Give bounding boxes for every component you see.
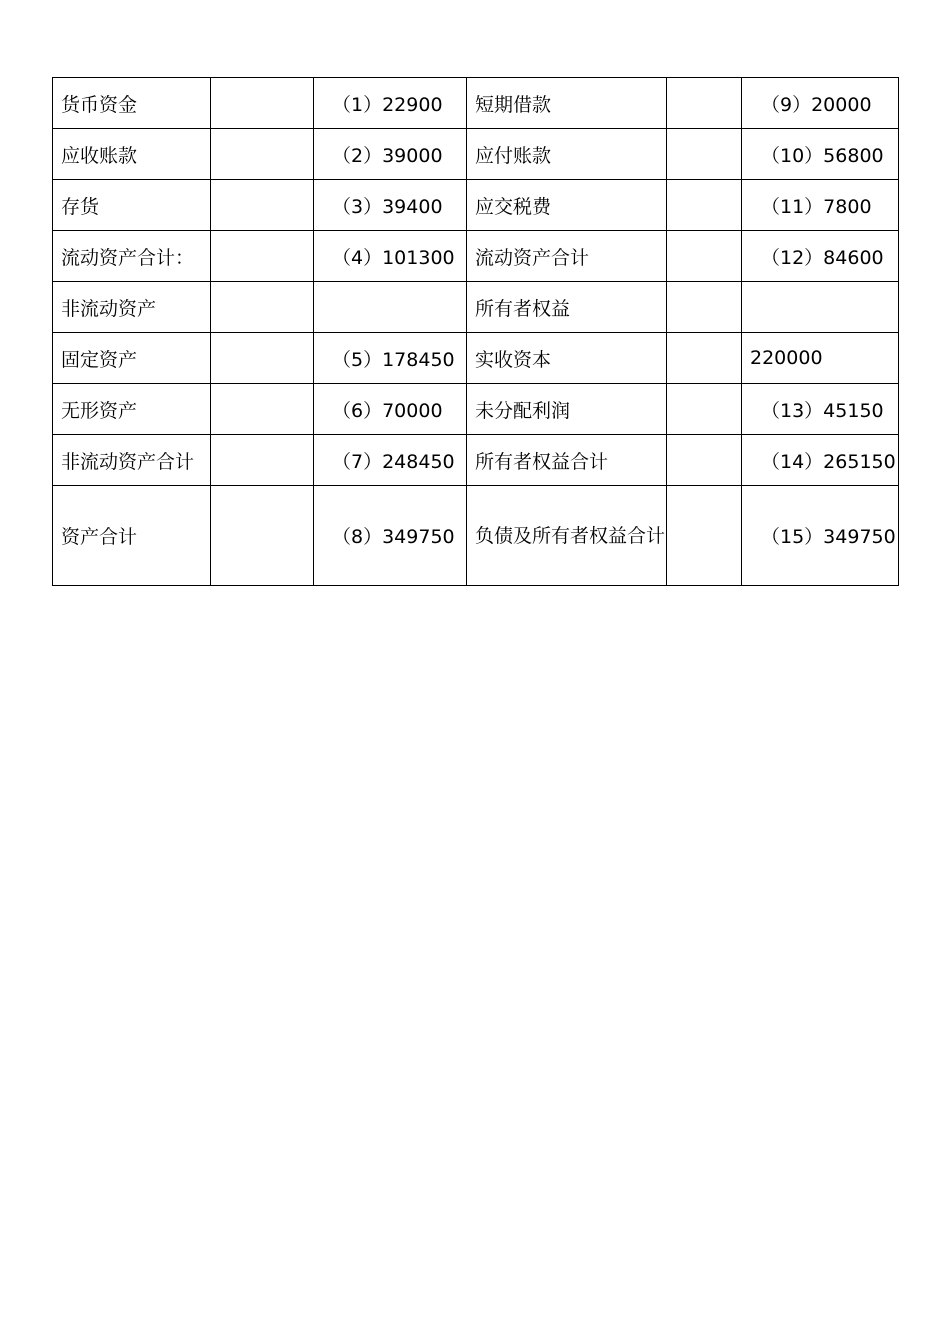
liability-empty-cell bbox=[667, 486, 742, 586]
liability-empty-cell bbox=[667, 180, 742, 231]
liability-label: 流动资产合计 bbox=[467, 231, 667, 282]
liability-value bbox=[742, 282, 899, 333]
asset-label: 固定资产 bbox=[53, 333, 211, 384]
liability-empty-cell bbox=[667, 435, 742, 486]
asset-empty-cell bbox=[211, 333, 314, 384]
liability-label: 未分配利润 bbox=[467, 384, 667, 435]
table-row bbox=[53, 435, 899, 486]
liability-label: 应交税费 bbox=[467, 180, 667, 231]
asset-empty-cell bbox=[211, 129, 314, 180]
table-row bbox=[53, 231, 899, 282]
asset-empty-cell bbox=[211, 282, 314, 333]
asset-label: 存货 bbox=[53, 180, 211, 231]
liability-empty-cell bbox=[667, 282, 742, 333]
asset-value bbox=[314, 282, 467, 333]
asset-empty-cell bbox=[211, 78, 314, 129]
liability-empty-cell bbox=[667, 78, 742, 129]
asset-empty-cell bbox=[211, 231, 314, 282]
asset-empty-cell bbox=[211, 435, 314, 486]
asset-empty-cell bbox=[211, 486, 314, 586]
asset-label: 流动资产合计： bbox=[53, 231, 211, 282]
table-row bbox=[53, 333, 899, 384]
liability-value: （15）349750 bbox=[742, 486, 899, 586]
liability-label: 应付账款 bbox=[467, 129, 667, 180]
liability-value: （14）265150 bbox=[742, 435, 899, 486]
liability-label: 负债及所有者权益合计 bbox=[467, 486, 667, 586]
asset-label: 无形资产 bbox=[53, 384, 211, 435]
asset-label: 资产合计 bbox=[53, 486, 211, 586]
asset-label: 应收账款 bbox=[53, 129, 211, 180]
liability-label: 所有者权益合计 bbox=[467, 435, 667, 486]
liability-value: （10）56800 bbox=[742, 129, 899, 180]
balance-sheet-table bbox=[52, 77, 899, 586]
asset-value: （6）70000 bbox=[314, 384, 467, 435]
table-row bbox=[53, 78, 899, 129]
liability-empty-cell bbox=[667, 384, 742, 435]
asset-value: （3）39400 bbox=[314, 180, 467, 231]
asset-label: 非流动资产合计 bbox=[53, 435, 211, 486]
table-row bbox=[53, 180, 899, 231]
liability-label: 短期借款 bbox=[467, 78, 667, 129]
asset-value: （4）101300 bbox=[314, 231, 467, 282]
liability-empty-cell bbox=[667, 333, 742, 384]
liability-value: （12）84600 bbox=[742, 231, 899, 282]
liability-label: 所有者权益 bbox=[467, 282, 667, 333]
asset-value: （2）39000 bbox=[314, 129, 467, 180]
asset-value: （7）248450 bbox=[314, 435, 467, 486]
liability-empty-cell bbox=[667, 129, 742, 180]
liability-label: 实收资本 bbox=[467, 333, 667, 384]
asset-value: （1）22900 bbox=[314, 78, 467, 129]
liability-value: （11）7800 bbox=[742, 180, 899, 231]
table-row bbox=[53, 384, 899, 435]
asset-value: （5）178450 bbox=[314, 333, 467, 384]
table-row bbox=[53, 129, 899, 180]
liability-value: 220000 bbox=[742, 333, 899, 384]
asset-empty-cell bbox=[211, 180, 314, 231]
liability-value: （9）20000 bbox=[742, 78, 899, 129]
asset-value: （8）349750 bbox=[314, 486, 467, 586]
asset-label: 非流动资产 bbox=[53, 282, 211, 333]
asset-empty-cell bbox=[211, 384, 314, 435]
table-row bbox=[53, 486, 899, 586]
liability-empty-cell bbox=[667, 231, 742, 282]
table-row bbox=[53, 282, 899, 333]
asset-label: 货币资金 bbox=[53, 78, 211, 129]
liability-value: （13）45150 bbox=[742, 384, 899, 435]
